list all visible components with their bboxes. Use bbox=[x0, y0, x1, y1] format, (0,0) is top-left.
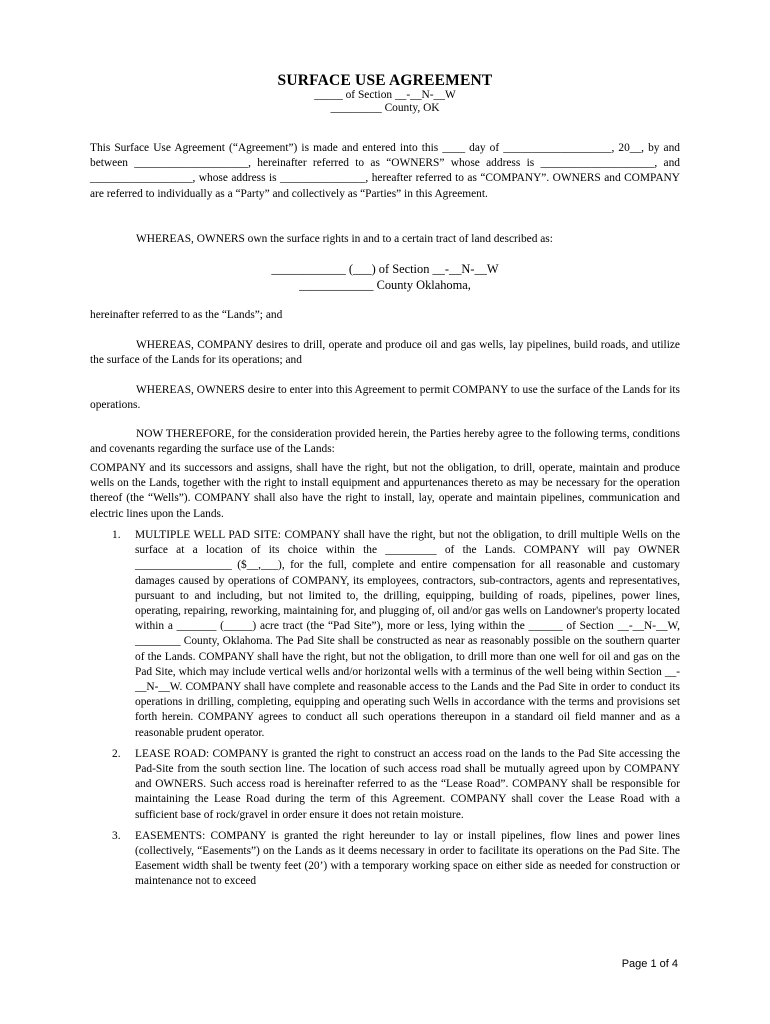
lands-reference-paragraph: hereinafter referred to as the “Lands”; and bbox=[90, 309, 283, 321]
whereas-ownership-paragraph: WHEREAS, OWNERS own the surface rights in and to a certain tract of land described as: bbox=[136, 233, 553, 245]
page-number: Page 1 of 4 bbox=[621, 958, 678, 970]
section-text: MULTIPLE WELL PAD SITE: COMPANY shall have the right, but not the obligation, to drill multiple Wells on the surface at a location of its choice within the _________ of the Lands. COMPANY will pay OWNER _________________ ($__,___), for the full, complete and entire compensation for all reasonable and customary damages caused by operations of COMPANY, its employees, contractors, sub-contractors, agents and representatives, pursuant to and including, but not limited to, the drilling, equipping, building of roads, pipelines, power lines, operating, repairing, reworking, maintaining for, and plugging of, oil and/or gas wells on Landowner's property located within a _______ (_____) acre tract (the “Pad Site”), more or less, lying within the ______ of Section __-__N-__W, ________ County, Oklahoma. The Pad Site shall be constructed as near as reasonably possible on the southern quarter of the Lands. COMPANY shall have the right, but not the obligation, to drill more than one well for oil and gas on the Pad Site, which may include vertical wells and/or horizontal wells with a terminus of the well being within Section __-__N-__W. COMPANY shall have complete and reasonable access to the Lands and the Pad Site in order to conduct its operations in drilling, completing, equipping and operating such Wells in accordance with the terms and provisions set forth herein. COMPANY agrees to conduct all such operations thereupon in a standard oil field manner and as a reasonable prudent operator. bbox=[135, 529, 680, 739]
document-title: SURFACE USE AGREEMENT bbox=[277, 72, 493, 89]
grant-paragraph: COMPANY and its successors and assigns, shall have the right, but not the obligation, to drill, operate, maintain and produce wells on the Lands, together with the right to install equipment and appurtenances thereto as may be necessary for the operation thereof (the “Wells”). COMPANY shall also have the right to install, lay, operate and maintain pipelines, communication and electric lines upon the Lands. bbox=[90, 462, 680, 520]
section-text: EASEMENTS: COMPANY is granted the right hereunder to lay or install pipelines, flow lines and power lines (collectively, “Easements”) on the Lands as it deems necessary in order to facilitate its operations on the Pad Site. The Easement width shall be twenty feet (20’) with a temporary working space on either side as needed for construction or maintenance not to exceed bbox=[135, 829, 680, 888]
intro-paragraph: This Surface Use Agreement (“Agreement”) is made and entered into this ____ day of ___________________, 20__, by and between ____________________, hereinafter referred to as “OWNERS” whose address is ____________________, and __________________, whose address is _______________, hereafter referred to as “COMPANY”. OWNERS and COMPANY are referred to individually as a “Party” and collectively as “Parties” in this Agreement. bbox=[90, 142, 680, 200]
county-line: _________ County, OK bbox=[330, 102, 440, 114]
tract-county-line: ____________ County Oklahoma, bbox=[299, 278, 471, 292]
section-number: 1. bbox=[112, 529, 121, 541]
section-number: 3. bbox=[112, 829, 121, 842]
whereas-permit-paragraph: WHEREAS, OWNERS desire to enter into this Agreement to permit COMPANY to use the surface of the Lands for its operations. bbox=[90, 384, 680, 412]
section-list bbox=[90, 528, 680, 896]
section-item bbox=[90, 528, 680, 741]
tract-description-line: ____________ (___) of Section __-__N-__W bbox=[271, 262, 499, 276]
section-item bbox=[90, 829, 680, 890]
section-item bbox=[90, 747, 680, 823]
now-therefore-paragraph: NOW THEREFORE, for the consideration provided herein, the Parties hereby agree to the following terms, conditions and covenants regarding the surface use of the Lands: bbox=[90, 428, 680, 456]
section-number: 2. bbox=[112, 747, 121, 760]
whereas-company-paragraph: WHEREAS, COMPANY desires to drill, operate and produce oil and gas wells, lay pipelines, build roads, and utilize the surface of the Lands for its operations; and bbox=[90, 339, 680, 367]
location-line: _____ of Section __-__N-__W bbox=[314, 89, 456, 101]
section-text: LEASE ROAD: COMPANY is granted the right to construct an access road on the lands to the Pad Site accessing the Pad-Site from the south section line. The location of such access road shall be mutually agreed upon by COMPANY and OWNERS. Such access road is hereinafter referred to as the “Lease Road”. COMPANY shall be responsible for maintaining the Lease Road during the term of this Agreement. COMPANY shall cover the Lease Road with a sufficient base of rock/gravel in order ensure it does not retain moisture. bbox=[135, 747, 680, 821]
